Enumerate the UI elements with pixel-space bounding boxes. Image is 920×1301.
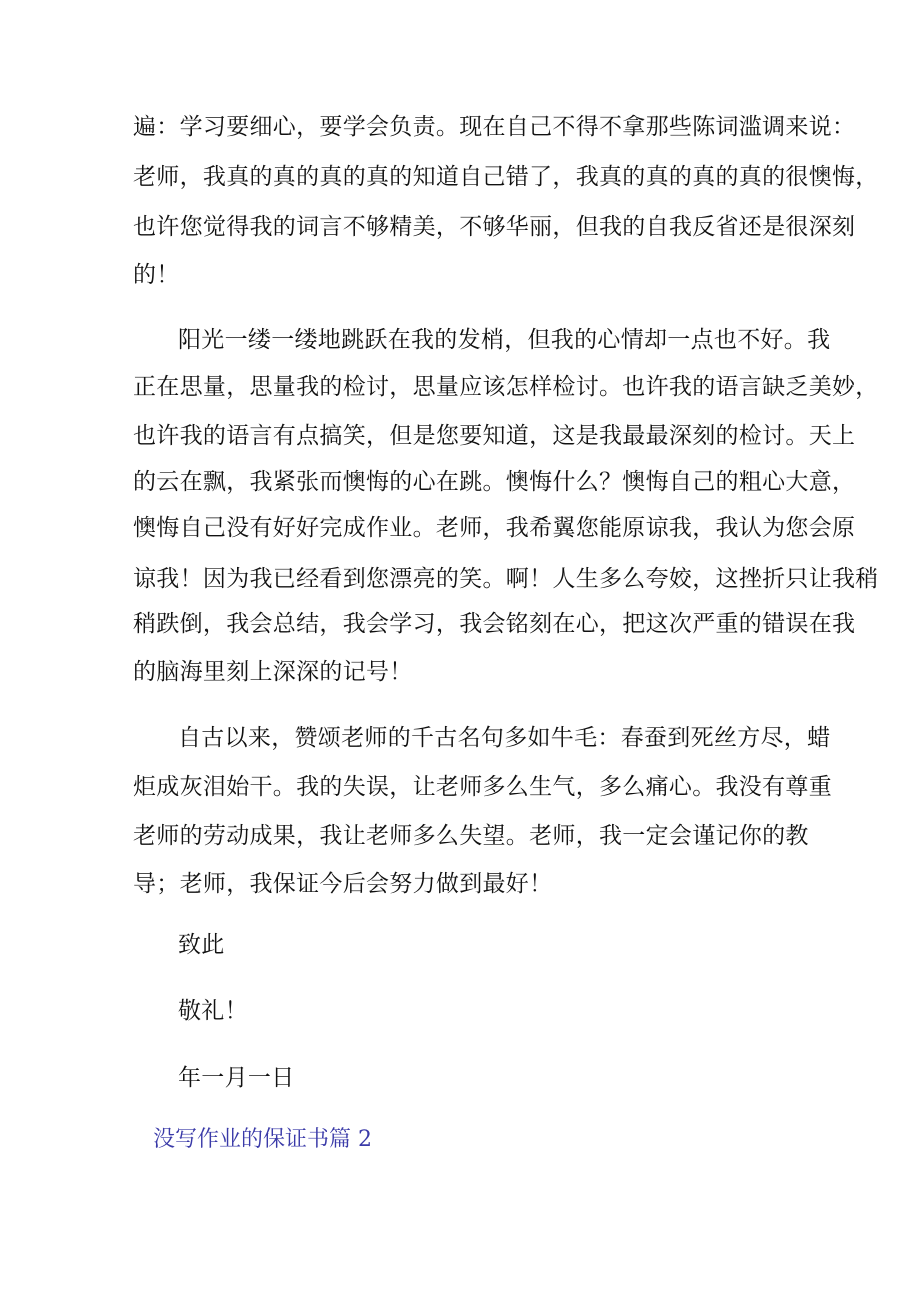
closing-date: 年一月一日 [178, 1065, 295, 1091]
paragraph-line: 谅我！因为我已经看到您漂亮的笑。啊！人生多么夸姣，这挫折只让我稍 [133, 566, 879, 592]
paragraph-line: 稍跌倒，我会总结，我会学习，我会铭刻在心，把这次严重的错误在我 [133, 611, 856, 637]
paragraph-line: 导；老师，我保证今后会努力做到最好！ [133, 871, 553, 897]
closing-salutation: 致此 [178, 932, 225, 958]
paragraph-line: 自古以来，赞颂老师的千古名句多如牛毛：春蚕到死丝方尽，蜡 [178, 725, 831, 751]
paragraph-line: 懊悔自己没有好好完成作业。老师，我希翼您能原谅我，我认为您会原 [133, 515, 856, 541]
paragraph-line: 老师的劳动成果，我让老师多么失望。老师，我一定会谨记你的教 [133, 823, 809, 849]
paragraph-line: 也许我的语言有点搞笑，但是您要知道，这是我最最深刻的检讨。天上 [133, 423, 856, 449]
paragraph-line: 也许您觉得我的词言不够精美，不够华丽，但我的自我反省还是很深刻 [133, 214, 856, 240]
paragraph-line: 正在思量，思量我的检讨，思量应该怎样检讨。也许我的语言缺乏美妙， [133, 374, 879, 400]
paragraph-line: 的云在飘，我紧张而懊悔的心在跳。懊悔什么？懊悔自己的粗心大意， [133, 469, 856, 495]
paragraph-line: 遍：学习要细心，要学会负责。现在自己不得不拿那些陈词滥调来说： [133, 114, 856, 140]
paragraph-line: 炬成灰泪始干。我的失误，让老师多么生气，多么痛心。我没有尊重 [133, 774, 832, 800]
closing-regards: 敬礼！ [178, 998, 248, 1024]
paragraph-line: 老师，我真的真的真的真的知道自己错了，我真的真的真的真的很懊悔， [133, 164, 879, 190]
section-heading: 没写作业的保证书篇 2 [153, 1127, 372, 1152]
paragraph-line: 的！ [133, 262, 180, 288]
paragraph-line: 的脑海里刻上深深的记号！ [133, 659, 413, 685]
paragraph-line: 阳光一缕一缕地跳跃在我的发梢，但我的心情却一点也不好。我 [178, 327, 831, 353]
